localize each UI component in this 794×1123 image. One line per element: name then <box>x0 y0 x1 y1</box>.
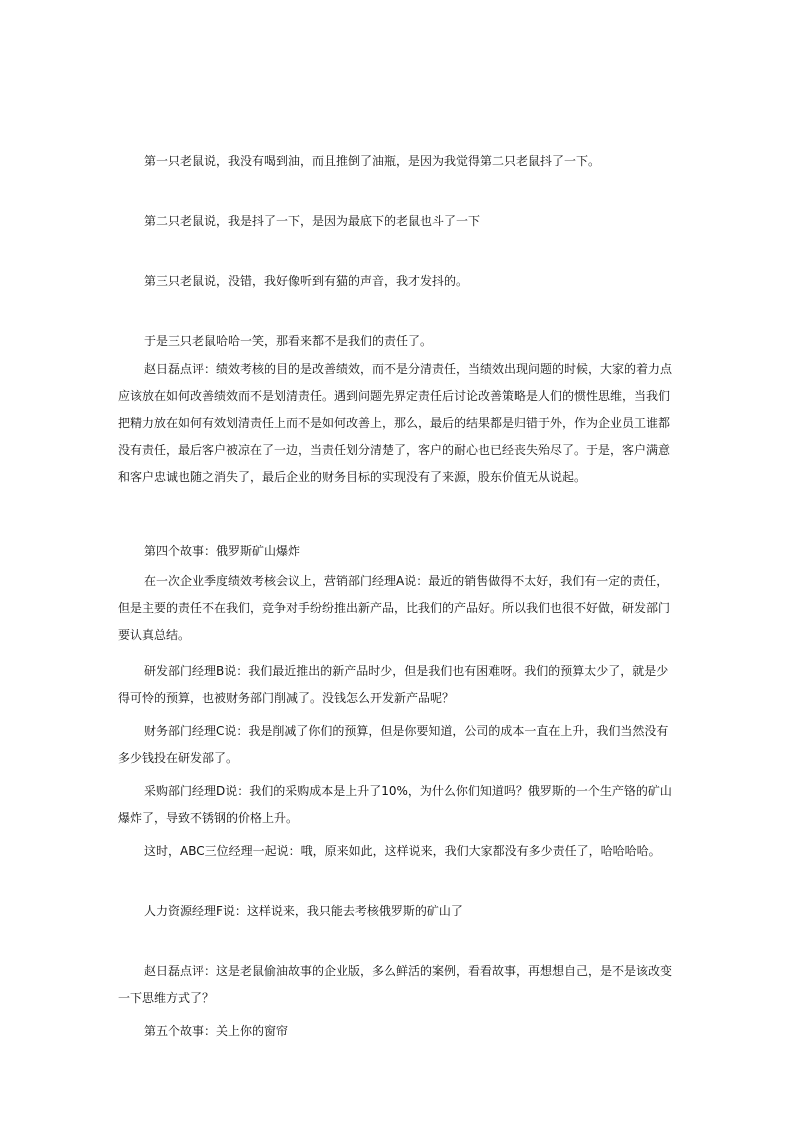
section-heading-story-5: 第五个故事：关上你的窗帘 <box>144 1024 289 1038</box>
paragraph-hr-manager: 人力资源经理F说：这样说来，我只能去考核俄罗斯的矿山了 <box>144 904 463 918</box>
paragraph-commentary-1: 赵日磊点评：绩效考核的目的是改善绩效，而不是分清责任，当绩效出现问题的时候，大家的着力点应该放在如何改善绩效而不是划清责任。遇到问题先界定责任后讨论改善策略是人们的惯性思维，当我们把精力放在如何有效划清责任上而不是如何改善上，那么，最后的结果都是归错于外，作为企业员工谁都没有责任，最后客户被凉在了一边，当责任划分清楚了，客户的耐心也已经丧失殆尽了。于是，客户满意和客户忠诚也随之消失了，最后企业的财务目标的实现没有了来源，股东价值无从说起。 <box>118 362 673 484</box>
paragraph-abc-managers: 这时，ABC三位经理一起说：哦，原来如此，这样说来，我们大家都没有多少责任了，哈哈哈哈。 <box>144 844 661 858</box>
paragraph-mouse-2: 第二只老鼠说，我是抖了一下，是因为最底下的老鼠也斗了一下 <box>144 214 481 228</box>
paragraph-conclusion: 于是三只老鼠哈哈一笑，那看来都不是我们的责任了。 <box>144 334 433 348</box>
paragraph-mouse-1: 第一只老鼠说，我没有喝到油，而且推倒了油瓶，是因为我觉得第二只老鼠抖了一下。 <box>144 154 601 168</box>
paragraph-commentary-2: 赵日磊点评：这是老鼠偷油故事的企业版，多么鲜活的案例，看看故事，再想想自己，是不是该改变一下思维方式了？ <box>118 964 673 1005</box>
paragraph-manager-b: 研发部门经理B说：我们最近推出的新产品时少，但是我们也有困难呀。我们的预算太少了，就是少得可怜的预算，也被财务部门削减了。没钱怎么开发新产品呢？ <box>118 664 669 705</box>
paragraph-mouse-3: 第三只老鼠说，没错，我好像听到有猫的声音，我才发抖的。 <box>144 274 469 288</box>
paragraph-manager-d: 采购部门经理D说：我们的采购成本是上升了10%，为什么你们知道吗？俄罗斯的一个生产铬的矿山爆炸了，导致不锈钢的价格上升。 <box>118 784 672 825</box>
paragraph-manager-a: 在一次企业季度绩效考核会议上，营销部门经理A说：最近的销售做得不太好，我们有一定的责任，但是主要的责任不在我们，竞争对手纷纷推出新产品，比我们的产品好。所以我们也很不好做，研发部门要认真总结。 <box>118 574 671 642</box>
section-heading-story-4: 第四个故事：俄罗斯矿山爆炸 <box>144 544 301 558</box>
paragraph-manager-c: 财务部门经理C说：我是削减了你们的预算，但是你要知道，公司的成本一直在上升，我们当然没有多少钱投在研发部了。 <box>118 724 669 765</box>
